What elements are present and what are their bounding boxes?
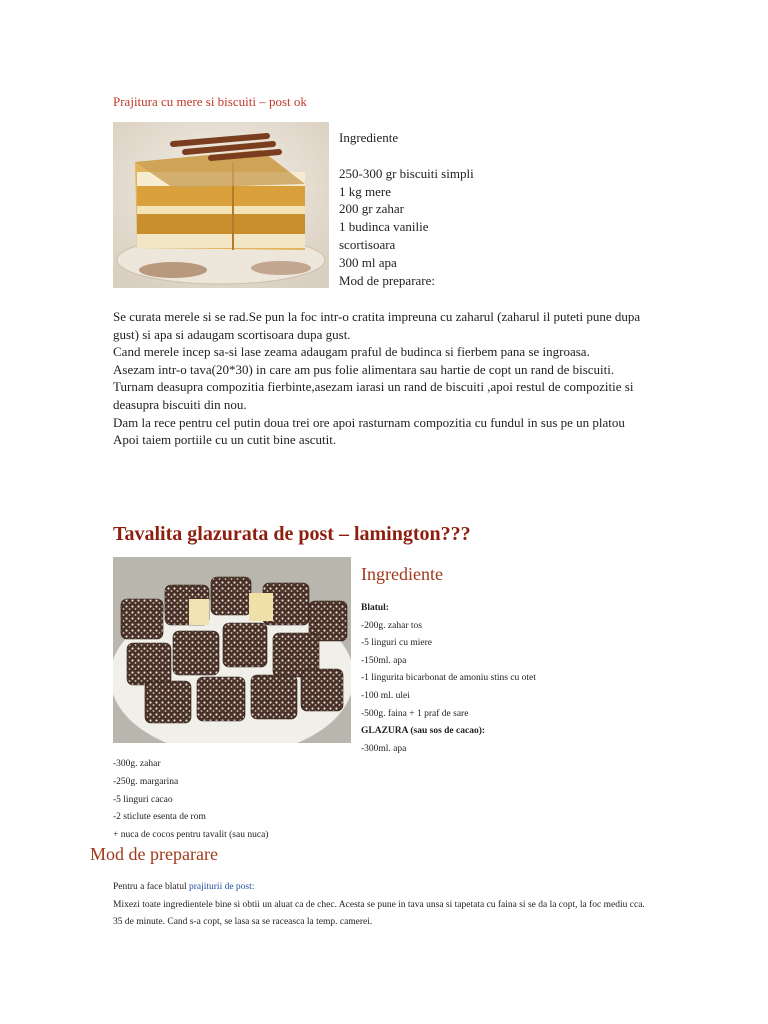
ingredient-item: -5 linguri cacao xyxy=(113,794,173,805)
method-paragraph: Mixezi toate ingredientele bine si obtii un aluat ca de chec. Acesta se pune in tava unsa si tapetata cu faina si se da la copt, la foc mediu cca. 35 de minute. Cand s-a copt, se lasa sa se raceasca la temp. camerei. xyxy=(113,899,645,928)
ingredient-item: -150ml. apa xyxy=(361,655,407,666)
ingredient-item: -300ml. apa xyxy=(361,743,407,754)
step-paragraph: Apoi taiem portiile cu un cutit bine ascutit. xyxy=(113,432,337,448)
step-paragraph: Dam la rece pentru cel putin doua trei ore apoi rasturnam compozitia cu fundul in sus pe un platou xyxy=(113,414,625,430)
method-heading: Mod de preparare xyxy=(90,844,218,864)
apple-cake-photo xyxy=(113,122,329,288)
ingredient-item: -500g. faina + 1 praf de sare xyxy=(361,708,469,719)
ingredient-item: -1 lingurita bicarbonat de amoniu stins cu otet xyxy=(361,673,536,684)
ingredient-item: -250g. margarina xyxy=(113,776,179,787)
ingredient-item: 250-300 gr biscuiti simpli xyxy=(339,165,474,181)
recipe-link[interactable]: prajiturii de post xyxy=(188,882,252,892)
ingredient-item: -300g. zahar xyxy=(113,759,161,769)
ingredient-item: scortisoara xyxy=(339,236,396,252)
recipe1-ingredients xyxy=(339,129,474,289)
ingredient-item: + nuca de cocos pentru tavalit (sau nuca) xyxy=(113,830,269,841)
recipe1-steps xyxy=(113,308,648,449)
ingredient-item: -200g. zahar tos xyxy=(361,620,422,631)
blat-label: Blatul: xyxy=(361,603,389,613)
ingredient-item: 200 gr zahar xyxy=(339,201,404,217)
ingredient-item: 300 ml apa xyxy=(339,254,397,270)
lamington-photo xyxy=(113,557,351,743)
step-paragraph: Turnam deasupra compozitia fierbinte,asezam iarasi un rand de biscuiti ,apoi restul de compozitie si deasupra biscuiti din nou. xyxy=(113,379,634,412)
ingredient-item: 1 kg mere xyxy=(339,183,391,199)
recipe2-title: Tavalita glazurata de post – lamington??? xyxy=(113,523,471,545)
method-intro-end: : xyxy=(251,882,255,892)
method-intro xyxy=(113,879,653,897)
method-label: Mod de preparare: xyxy=(339,272,436,288)
ingredients-heading: Ingrediente xyxy=(339,130,399,145)
recipe2-ingredients xyxy=(361,600,536,758)
step-paragraph: Cand merele incep sa-si lase zeama adaugam praful de budinca si fierbem pana se ingroasa. xyxy=(113,344,590,360)
recipe1-title: Prajitura cu mere si biscuiti – post ok xyxy=(113,94,307,109)
recipe2-ingredients-heading: Ingrediente xyxy=(361,564,443,584)
step-paragraph: Se curata merele si se rad.Se pun la foc intr-o cratita impreuna cu zaharul (zaharul il puteti pune dupa gust) si apa si adaugam scortisoara dupa gust. xyxy=(113,309,641,342)
ingredient-item: -2 sticlute esenta de rom xyxy=(113,812,206,823)
recipe2-glaze-items xyxy=(113,756,268,845)
step-paragraph: Asezam intr-o tava(20*30) in care am pus folie alimentara sau hartie de copt un rand de biscuiti. xyxy=(113,361,615,377)
ingredient-item: -5 linguri cu miere xyxy=(361,638,432,649)
recipe2-method xyxy=(113,879,653,932)
glaze-label: GLAZURA (sau sos de cacao): xyxy=(361,726,486,737)
method-intro-text: Pentru a face blatul xyxy=(113,882,189,892)
ingredient-item: -100 ml. ulei xyxy=(361,690,410,701)
ingredient-item: 1 budinca vanilie xyxy=(339,219,429,235)
